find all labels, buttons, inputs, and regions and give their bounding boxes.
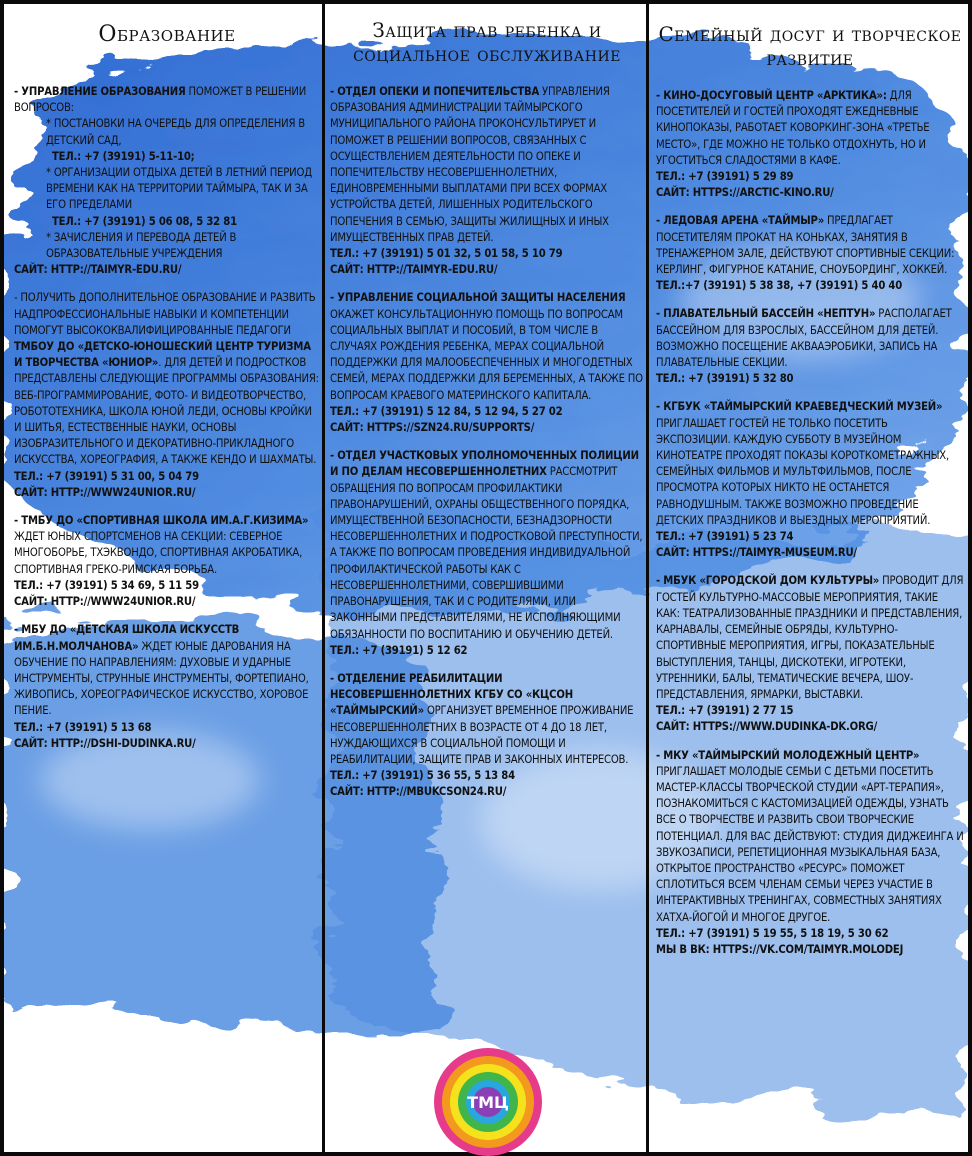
text-block: - УПРАВЛЕНИЕ ОБРАЗОВАНИЯ ПОМОЖЕТ В РЕШЕНИИ ВОПРОСОВ: bbox=[14, 85, 307, 115]
site-link[interactable]: МЫ В ВК: HTTPS://VK.COM/TAIMYR.MOLODEJ bbox=[656, 942, 904, 956]
list-item: * ПОСТАНОВКИ НА ОЧЕРЕДЬ ДЛЯ ОПРЕДЕЛЕНИЯ В ДЕТСКИЙ САД, bbox=[46, 117, 305, 147]
youth-center-logo bbox=[432, 1046, 544, 1156]
column-title: Образование bbox=[98, 22, 236, 47]
text-block: - ПОЛУЧИТЬ ДОПОЛНИТЕЛЬНОЕ ОБРАЗОВАНИЕ И РАЗВИТЬ НАДПРОФЕССИОНАЛЬНЫЕ НАВЫКИ И КОМПЕТЕНЦИИ ПОМОГУТ ВЫСОКОКВАЛИФИЦИРОВАННЫЕ ПЕДАГОГИ ТМБОУ ДО «ДЕТСКО-ЮНОШЕСКИЙ ЦЕНТР ТУРИЗМА И ТВОРЧЕСТВА «ЮНИОР». ДЛЯ ДЕТЕЙ И ПОДРОСТКОВ ПРЕДСТАВЛЕНЫ СЛЕДУЮЩИЕ ПРОГРАММЫ ОБРАЗОВАНИЯ: ВЕБ-ПРОГРАММИРОВАНИЕ, ФОТО- И ВИДЕОТВОРЧЕСТВО, РОБОТОТЕХНИКА, ШКОЛА ЮНОЙ ЛЕДИ, ОСНОВЫ КРОЙКИ И ШИТЬЯ, ЕСТЕСТВЕННЫЕ НАУКИ, ОСНОВЫ ИЗОБРАЗИТЕЛЬНОГО И ДЕКОРАТИВНО-ПРИКЛАДНОГО ИСКУССТВА, ХОРЕОГРАФИЯ, А ТАКЖЕ КЕНДО И ШАХМАТЫ. bbox=[14, 291, 319, 467]
phone: ТЕЛ.: +7 (39191) 5-11-10; bbox=[52, 149, 195, 163]
column-education bbox=[14, 0, 320, 1156]
text-block: - ОТДЕЛ ОПЕКИ И ПОПЕЧИТЕЛЬСТВА УПРАВЛЕНИЯ ОБРАЗОВАНИЯ АДМИНИСТРАЦИИ ТАЙМЫРСКОГО МУНИЦИПАЛЬНОГО РАЙОНА ПРОКОНСУЛЬТИРУЕТ И ПОМОЖЕТ В РЕШЕНИИ ВОПРОСОВ, СВЯЗАННЫХ С ОСУЩЕСТВЛЕНИЕМ ДЕЯТЕЛЬНОСТИ ПО ОПЕКЕ И ПОПЕЧИТЕЛЬСТВУ НЕСОВЕРШЕННОЛЕТНИХ, ЕДИНОВРЕМЕННЫМИ ВЫПЛАТАМИ ПРИ ВСЕХ ФОРМАХ УСТРОЙСТВА ДЕТЕЙ, ЛИШЕННЫХ РОДИТЕЛЬСКОГО ПОПЕЧЕНИЯ В СЕМЬЮ, ЗАЩИТЫ ЖИЛИЩНЫХ И ИНЫХ ИМУЩЕСТВЕННЫХ ПРАВ ДЕТЕЙ. bbox=[330, 85, 610, 244]
site-link[interactable]: САЙТ: HTTP://WWW24UNIOR.RU/ bbox=[14, 485, 196, 499]
site-link[interactable]: САЙТ: HTTP://MBUKCSON24.RU/ bbox=[330, 785, 507, 799]
site-link[interactable]: САЙТ: HTTP://TAIMYR-EDU.RU/ bbox=[14, 263, 182, 277]
text-block: - КГБУК «ТАЙМЫРСКИЙ КРАЕВЕДЧЕСКИЙ МУЗЕЙ» ПРИГЛАШАЕТ ГОСТЕЙ НЕ ТОЛЬКО ПОСЕТИТЬ ЭКСПОЗИЦИИ. КАЖДУЮ СУББОТУ В МУЗЕЙНОМ КИНОТЕАТРЕ ПРОХОДЯТ ПОКАЗЫ КОРОТКОМЕТРАЖНЫХ, СЕМЕЙНЫХ ФИЛЬМОВ И МУЛЬТФИЛЬМОВ, ПОСЛЕ ПРОСМОТРА КОТОРЫХ НИКТО НЕ ОСТАНЕТСЯ РАВНОДУШНЫМ. ТАКЖЕ ВОЗМОЖНО ПРОВЕДЕНИЕ ДЕТСКИХ ПРАЗДНИКОВ И ВЫЕЗДНЫХ МЕРОПРИЯТИЙ. bbox=[656, 400, 949, 527]
phone: ТЕЛ.: +7 (39191) 5 01 32, 5 01 58, 5 10 79 bbox=[330, 247, 563, 261]
phone: ТЕЛ.: +7 (39191) 5 12 62 bbox=[330, 643, 468, 657]
text-block: - ОТДЕЛЕНИЕ РЕАБИЛИТАЦИИ НЕСОВЕРШЕННОЛЕТНИХ КГБУ СО «КЦСОН «ТАЙМЫРСКИЙ» ОРГАНИЗУЕТ ВРЕМЕННОЕ ПРОЖИВАНИЕ НЕСОВЕРШЕННОЛЕТНИХ В ВОЗРАСТЕ ОТ 4 ДО 18 ЛЕТ, НУЖДАЮЩИХСЯ В СОЦИАЛЬНОЙ ПОМОЩИ И РЕАБИЛИТАЦИИ, ЗАЩИТЕ ПРАВ И ЗАКОННЫХ ИНТЕРЕСОВ. bbox=[330, 671, 634, 766]
phone: ТЕЛ.: +7 (39191) 5 23 74 bbox=[656, 530, 794, 544]
site-link[interactable]: САЙТ: HTTPS://SZN24.RU/SUPPORTS/ bbox=[330, 421, 535, 435]
list-item: * ЗАЧИСЛЕНИЯ И ПЕРЕВОДА ДЕТЕЙ В ОБРАЗОВАТЕЛЬНЫЕ УЧРЕЖДЕНИЯ bbox=[46, 230, 237, 261]
text-block: - ЛЕДОВАЯ АРЕНА «ТАЙМЫР» ПРЕДЛАГАЕТ ПОСЕТИТЕЛЯМ ПРОКАТ НА КОНЬКАХ, ЗАНЯТИЯ В ТРЕНАЖЕРНОМ ЗАЛЕ, ДЕЙСТВУЮТ СПОРТИВНЫЕ СЕКЦИИ: КЕРЛИНГ, ФИГУРНОЕ КАТАНИЕ, СНОУБОРДИНГ, ХОККЕЙ. bbox=[656, 214, 955, 277]
site-link[interactable]: САЙТ: HTTPS://ARCTIC-KINO.RU/ bbox=[656, 186, 834, 200]
column-child-rights bbox=[330, 0, 644, 1156]
text-block: - ОТДЕЛ УЧАСТКОВЫХ УПОЛНОМОЧЕННЫХ ПОЛИЦИИ И ПО ДЕЛАМ НЕСОВЕРШЕННОЛЕТНИХ РАССМОТРИТ ОБРАЩЕНИЯ ПО ВОПРОСАМ ПРОФИЛАКТИКИ ПРАВОНАРУШЕНИЙ, ОХРАНЫ ОБЩЕСТВЕННОГО ПОРЯДКА, ИМУЩЕСТВЕННОЙ БЕЗОПАСНОСТИ, БЕЗНАДЗОРНОСТИ НЕСОВЕРШЕННОЛЕТНИХ И ПОДРОСТКОВОЙ ПРЕСТУПНОСТИ, А ТАКЖЕ ПО ВОПРОСАМ ПРОВЕДЕНИЯ ИНДИВИДУАЛЬНОЙ ПРОФИЛАКТИЧЕСКОЙ РАБОТЫ КАК С НЕСОВЕРШЕННОЛЕТНИМИ, СОВЕРШИВШИМИ ПРАВОНАРУШЕНИЯ, ТАК И С РОДИТЕЛЯМИ, ИЛИ ЗАКОННЫМИ ПРЕДСТАВИТЕЛЯМИ, НЕ ИСПОЛНЯЮЩИМИ ОБЯЗАННОСТИ ПО ВОСПИТАНИЮ И ОБУЧЕНИЮ ДЕТЕЙ. bbox=[330, 449, 643, 641]
text-block: - ПЛАВАТЕЛЬНЫЙ БАССЕЙН «НЕПТУН» РАСПОЛАГАЕТ БАССЕЙНОМ ДЛЯ ВЗРОСЛЫХ, БАССЕЙНОМ ДЛЯ ДЕТЕЙ. ВОЗМОЖНО ПОСЕЩЕНИЕ АКВААЭРОБИКИ, ЗАПИСЬ НА ПЛАВАТЕЛЬНЫЕ СЕКЦИИ. bbox=[656, 307, 952, 370]
column-divider-2 bbox=[646, 0, 649, 1156]
list-item: * ОРГАНИЗАЦИИ ОТДЫХА ДЕТЕЙ В ЛЕТНИЙ ПЕРИОД ВРЕМЕНИ КАК НА ТЕРРИТОРИИ ТАЙМЫРА, ТАК И ЗА ЕГО ПРЕДЕЛАМИ bbox=[46, 166, 312, 212]
site-link[interactable]: САЙТ: HTTP://DSHI-DUDINKA.RU/ bbox=[14, 736, 196, 750]
phone: ТЕЛ.: +7 (39191) 2 77 15 bbox=[656, 704, 794, 718]
column-family-leisure bbox=[656, 0, 964, 1156]
phone: ТЕЛ.: +7 (39191) 5 19 55, 5 18 19, 5 30 62 bbox=[656, 926, 889, 940]
phone: ТЕЛ.: +7 (39191) 5 34 69, 5 11 59 bbox=[14, 578, 199, 592]
phone: ТЕЛ.: +7 (39191) 5 36 55, 5 13 84 bbox=[330, 769, 515, 783]
phone: ТЕЛ.: +7 (39191) 5 31 00, 5 04 79 bbox=[14, 469, 199, 483]
phone: ТЕЛ.: +7 (39191) 5 12 84, 5 12 94, 5 27 02 bbox=[330, 404, 563, 418]
site-link[interactable]: САЙТ: HTTP://WWW24UNIOR.RU/ bbox=[14, 595, 196, 609]
text-block: - УПРАВЛЕНИЕ СОЦИАЛЬНОЙ ЗАЩИТЫ НАСЕЛЕНИЯ ОКАЖЕТ КОНСУЛЬТАЦИОННУЮ ПОМОЩЬ ПО ВОПРОСАМ СОЦИАЛЬНЫХ ВЫПЛАТ И ПОСОБИЙ, В ТОМ ЧИСЛЕ В СЛУЧАЯХ РОЖДЕНИЯ РЕБЕНКА, МЕРАХ СОЦИАЛЬНОЙ ПОДДЕРЖКИ ДЛЯ МАЛООБЕСПЕЧЕННЫХ И МНОГОДЕТНЫХ СЕМЕЙ, МЕРАХ ПОДДЕРЖКИ ДЛЯ БЕРЕМЕННЫХ, А ТАКЖЕ ПО ВОПРОСАМ КРАЕВОГО МАТЕРИНСКОГО КАПИТАЛА. bbox=[330, 291, 643, 402]
phone: ТЕЛ.: +7 (39191) 5 32 80 bbox=[656, 372, 794, 386]
site-link[interactable]: САЙТ: HTTP://TAIMYR-EDU.RU/ bbox=[330, 263, 498, 277]
text-block: - КИНО-ДОСУГОВЫЙ ЦЕНТР «АРКТИКА»: ДЛЯ ПОСЕТИТЕЛЕЙ И ГОСТЕЙ ПРОХОДЯТ ЕЖЕДНЕВНЫЕ КИНОПОКАЗЫ, РАБОТАЕТ КОВОРКИНГ-ЗОНА «ТРЕТЬЕ МЕСТО», ГДЕ МОЖНО НЕ ТОЛЬКО ОТДОХНУТЬ, НО И УГОСТИТЬСЯ СЛАДОСТЯМИ В КАФЕ. bbox=[656, 89, 930, 167]
site-link[interactable]: САЙТ: HTTPS://TAIMYR-MUSEUM.RU/ bbox=[656, 546, 857, 560]
phone: ТЕЛ.:+7 (39191) 5 38 38, +7 (39191) 5 40 40 bbox=[656, 279, 903, 293]
site-link[interactable]: САЙТ: HTTPS://WWW.DUDINKA-DK.ORG/ bbox=[656, 720, 878, 734]
text-block: - МКУ «ТАЙМЫРСКИЙ МОЛОДЕЖНЫЙ ЦЕНТР» ПРИГЛАШАЕТ МОЛОДЫЕ СЕМЬИ С ДЕТЬМИ ПОСЕТИТЬ МАСТЕР-КЛАССЫ ТВОРЧЕСКОЙ СТУДИИ «АРТ-ТЕРАПИЯ», ПОЗНАКОМИТЬСЯ С КАСТОМИЗАЦИЕЙ ОДЕЖДЫ, УЗНАТЬ ВСЕ О ТВОРЧЕСТВЕ И РАЗВИТЬ СВОИ ТВОРЧЕСКИЕ ПОТЕНЦИАЛ. ДЛЯ ВАС ДЕЙСТВУЮТ: СТУДИЯ ДИДЖЕИНГА И ЗВУКОЗАПИСИ, РЕПЕТИЦИОННАЯ МУЗЫКАЛЬНАЯ БАЗА, ОТКРЫТОЕ ПРОСТРАНСТВО «РЕСУРС» ПОМОЖЕТ СПЛОТИТЬСЯ ВСЕМ ЧЛЕНАМ СЕМЬИ ЧЕРЕЗ УЧАСТИЕ В ИНТЕРАКТИВНЫХ ТРЕНИНГАХ, СОВМЕСТНЫХ ЗАНЯТИЯХ ХАТХА-ЙОГОЙ И МНОГОЕ ДРУГОЕ. bbox=[656, 748, 964, 924]
phone: ТЕЛ.: +7 (39191) 5 13 68 bbox=[14, 720, 152, 734]
column-divider-1 bbox=[322, 0, 325, 1156]
text-block: - МБУ ДО «ДЕТСКАЯ ШКОЛА ИСКУССТВ ИМ.Б.Н.МОЛЧАНОВА» ЖДЕТ ЮНЫЕ ДАРОВАНИЯ НА ОБУЧЕНИЕ ПО НАПРАВЛЕНИЯМ: ДУХОВЫЕ И УДАРНЫЕ ИНСТРУМЕНТЫ, СТРУННЫЕ ИНСТРУМЕНТЫ, ФОРТЕПИАНО, ЖИВОПИСЬ, ХОРЕОГРАФИЧЕСКОЕ ИСКУССТВО, ХОРОВОЕ ПЕНИЕ. bbox=[14, 623, 309, 718]
phone: ТЕЛ.: +7 (39191) 5 29 89 bbox=[656, 170, 794, 184]
text-block: - ТМБУ ДО «СПОРТИВНАЯ ШКОЛА ИМ.А.Г.КИЗИМА» ЖДЕТ ЮНЫХ СПОРТСМЕНОВ НА СЕКЦИИ: СЕВЕРНОЕ МНОГОБОРЬЕ, ТХЭКВОНДО, СПОРТИВНАЯ АКРОБАТИКА, СПОРТИВНАЯ ГРЕКО-РИМСКАЯ БОРЬБА. bbox=[14, 514, 309, 576]
column-title: Защита прав ребенка и социальное обслуживание bbox=[353, 18, 621, 66]
logo-text: ТМЦ bbox=[467, 1093, 509, 1112]
text-block: - МБУК «ГОРОДСКОЙ ДОМ КУЛЬТУРЫ» ПРОВОДИТ ДЛЯ ГОСТЕЙ КУЛЬТУРНО-МАССОВЫЕ МЕРОПРИЯТИЯ, ТАКИЕ КАК: ТЕАТРАЛИЗОВАННЫЕ ПРАЗДНИКИ И ПРЕДСТАВЛЕНИЯ, КАРНАВАЛЫ, СЕМЕЙНЫЕ ОБРЯДЫ, КУЛЬТУРНО-СПОРТИВНЫЕ МЕРОПРИЯТИЯ, ИГРЫ, ПОКАЗАТЕЛЬНЫЕ ВЫСТУПЛЕНИЯ, ТАНЦЫ, ДИСКОТЕКИ, ИГРОТЕКИ, УТРЕННИКИ, БАЛЫ, ТЕМАТИЧЕСКИЕ ВЕЧЕРА, ШОУ-ПРЕДСТАВЛЕНИЯ, ЯРМАРКИ, ВЫСТАВКИ. bbox=[656, 574, 964, 701]
column-title: Семейный досуг и творческое развитие bbox=[658, 22, 962, 70]
phone: ТЕЛ.: +7 (39191) 5 06 08, 5 32 81 bbox=[52, 214, 237, 228]
